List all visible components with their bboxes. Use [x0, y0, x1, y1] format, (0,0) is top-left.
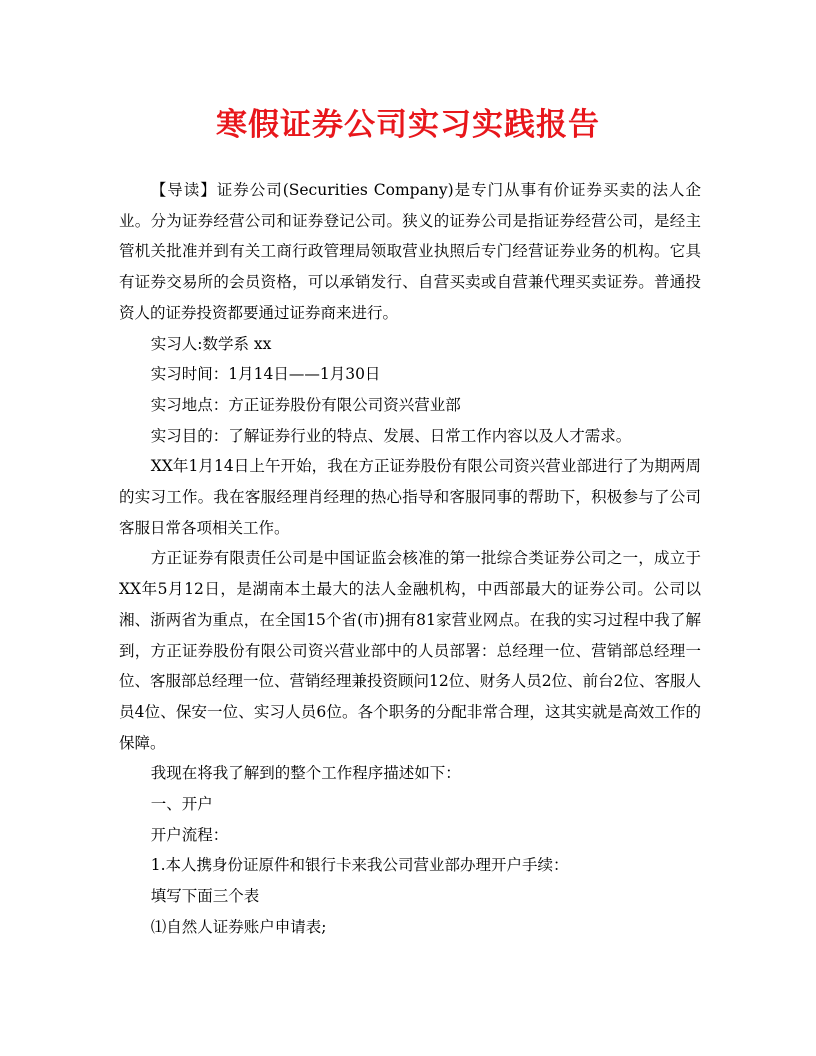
paragraph-procedure-intro: 我现在将我了解到的整个工作程序描述如下： — [150, 764, 461, 783]
paragraph-step-1: 1.本人携身份证原件和银行卡来我公司营业部办理开户手续： — [150, 856, 569, 875]
paragraph-company: 方正证券有限责任公司是中国证监会核准的第一批综合类证券公司之一，成立于XX年5月12日，是湖南本土最大的法人金融机构，中西部最大的证券公司。公司以湘、浙两省为重点，在全国15个省(市)拥有81家营业网点。在我的实习过程中我了解到，方正证券股份有限公司资兴营业部中的人员部署：总经理一位、营销部总经理一位、客服部总经理一位、营销经理兼投资顾问12位、财务人员2位、前台2位、客服人员4位、保安一位、实习人员6位。各个职务的分配非常合理，这其实就是高效工作的保障。 — [119, 549, 701, 752]
paragraph-intro: 【导读】证券公司(Securities Company)是专门从事有价证券买卖的法人企业。分为证券经营公司和证券登记公司。狭义的证券公司是指证券经营公司，是经主管机关批准并到有关工商行政管理局领取营业执照后专门经营证券业务的机构。它具有证券交易所的会员资格，可以承销发行、自营买卖或自营兼代理买卖证券。普通投资人的证券投资都要通过证券商来进行。 — [119, 181, 701, 322]
heading-open-account: 一、开户 — [150, 795, 213, 814]
paragraph-fill-forms: 填写下面三个表 — [150, 887, 260, 906]
paragraph-start: XX年1月14日上午开始，我在方正证券股份有限公司资兴营业部进行了为期两周的实习工作。我在客服经理肖经理的热心指导和客服同事的帮助下，积极参与了公司客服日常各项相关工作。 — [119, 457, 701, 537]
paragraph-intern-purpose: 实习目的：了解证券行业的特点、发展、日常工作内容以及人才需求。 — [150, 426, 632, 445]
document-title: 寒假证券公司实习实践报告 — [216, 107, 600, 143]
paragraph-open-process: 开户流程： — [150, 825, 229, 844]
document-body — [119, 175, 701, 943]
paragraph-intern-name: 实习人:数学系 xx — [150, 334, 272, 353]
paragraph-intern-location: 实习地点：方正证券股份有限公司资兴营业部 — [150, 395, 461, 414]
paragraph-intern-time: 实习时间：1月14日——1月30日 — [150, 365, 381, 384]
paragraph-form-1: ⑴自然人证券账户申请表; — [150, 917, 327, 936]
